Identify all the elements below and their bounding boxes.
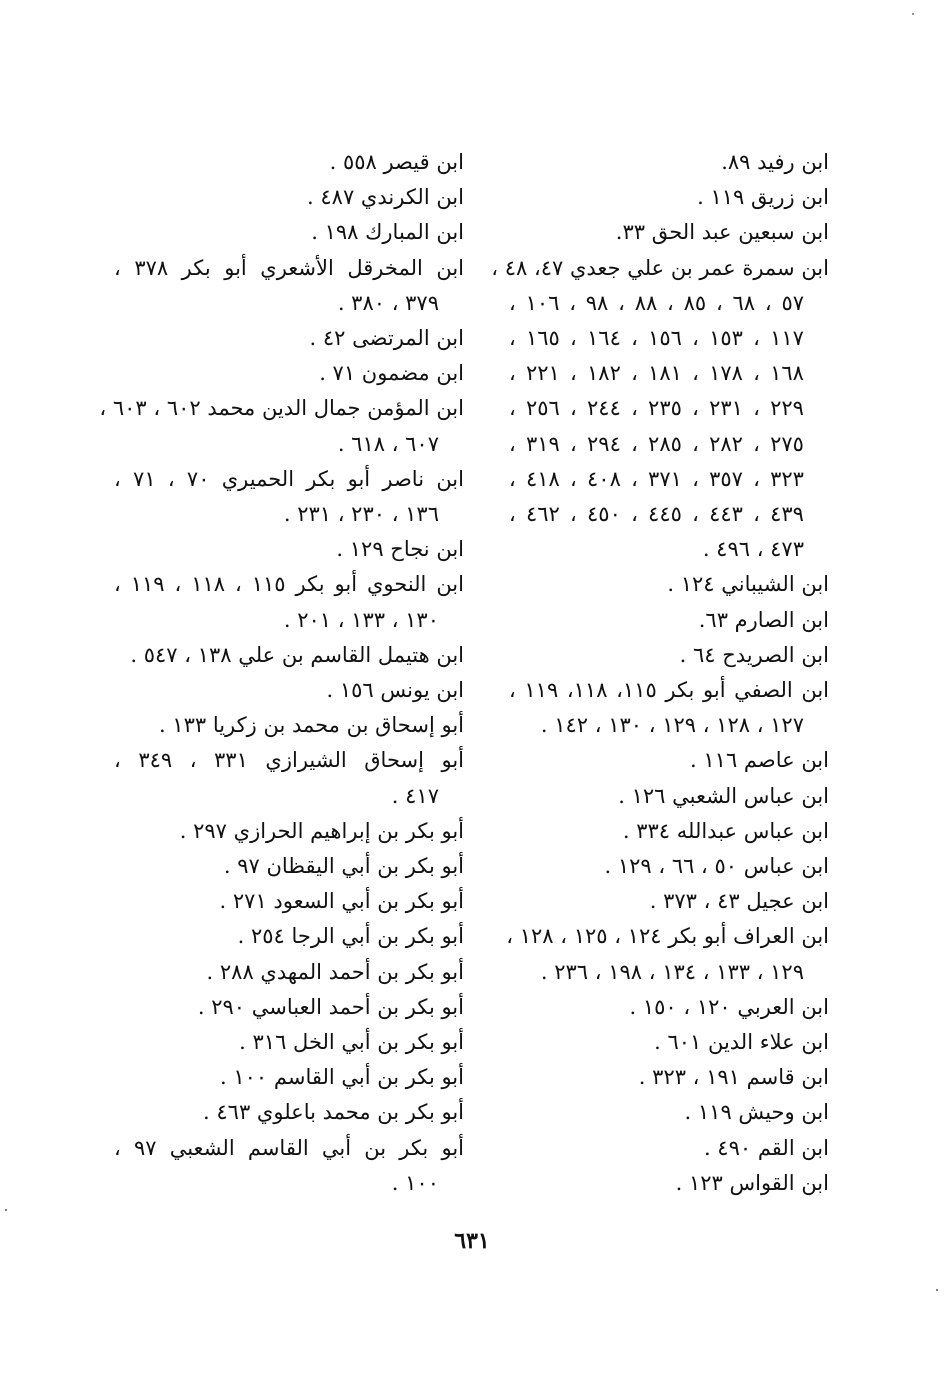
index-entry: ابن القم ٤٩٠ . (703, 1135, 829, 1160)
index-entry: ابن مضمون ٧١ . (319, 361, 464, 386)
index-entry: ابن هتيمل القاسم بن علي ١٣٨ ، ٥٤٧ . (130, 642, 464, 667)
index-entry: أبو بكر بن أحمد العباسي ٢٩٠ . (197, 994, 464, 1019)
page-number: ٦٣١ (454, 1228, 490, 1254)
index-entry: ابن علاء الدين ٦٠١ . (654, 1030, 829, 1055)
index-entry: ابن عباس ٥٠ ، ٦٦ ، ١٢٩ . (604, 854, 829, 879)
index-entry: ابن المرتضى ٤٢ . (309, 326, 464, 351)
index-entry: ابن ناصر أبو بكر الحميري ٧٠ ، ٧١ ، (114, 466, 464, 491)
index-entry: أبو بكر بن محمد باعلوي ٤٦٣ . (203, 1100, 464, 1125)
index-entry-continuation: ٤٧٣ ، ٤٩٦ . (702, 537, 804, 562)
index-entry-continuation: ٢٧٥ ، ٢٨٢ ، ٢٨٥ ، ٢٩٤ ، ٣١٩ ، (509, 431, 804, 456)
index-entry: ابن رفيد ٨٩. (721, 150, 829, 174)
index-entry-continuation: ١٠٠ . (391, 1170, 439, 1195)
index-entry: ابن عاصم ١١٦ . (690, 748, 829, 773)
index-entry: أبو بكر بن أحمد المهدي ٢٨٨ . (206, 959, 464, 984)
index-entry-continuation: ٦٠٧ ، ٦١٨ . (337, 431, 439, 456)
index-entry-continuation: ٣٢٣ ، ٣٥٧ ، ٣٧١ ، ٤٠٨ ، ٤١٨ ، (509, 466, 804, 491)
index-entry-continuation: ٤١٧ . (391, 783, 439, 808)
scan-speck (936, 1289, 938, 1291)
index-entry: ابن سمرة عمر بن علي جعدي ٤٧، ٤٨ ، (491, 255, 829, 280)
index-entry: ابن القواس ١٢٣ . (675, 1170, 829, 1195)
index-entry: أبو بكر بن أبي السعود ٢٧١ . (219, 889, 464, 914)
index-entry: أبو بكر بن أبي الرجا ٢٥٤ . (237, 924, 464, 949)
index-entry: ابن عجيل ٤٣ ، ٣٧٣ . (649, 889, 829, 914)
index-entry: ابن المخرقل الأشعري أبو بكر ٣٧٨ ، (114, 255, 465, 280)
index-entry-continuation: ٢٢٩ ، ٢٣١ ، ٢٣٥ ، ٢٤٤ ، ٢٥٦ ، (509, 396, 804, 421)
index-entry: ابن المبارك ١٩٨ . (311, 220, 464, 245)
index-entry: ابن العربي ١٢٠ ، ١٥٠ . (629, 994, 829, 1019)
index-entry: أبو إسحاق الشيرازي ٣٣١ ، ٣٤٩ ، (114, 748, 464, 773)
index-entry: ابن عباس الشعبي ١٢٦ . (618, 783, 829, 808)
index-entry: ابن زريق ١١٩ . (697, 185, 829, 210)
index-entry: ابن الصريدح ٦٤ . (679, 642, 829, 667)
index-entry: ابن قاسم ١٩١ ، ٣٢٣ . (638, 1065, 829, 1090)
index-entry: ابن عباس عبدالله ٣٣٤ . (622, 818, 829, 843)
scan-speck (5, 1209, 7, 1211)
index-entry: أبو إسحاق بن محمد بن زكريا ١٣٣ . (158, 713, 464, 738)
index-entry-continuation: ٣٧٩ ، ٣٨٠ . (337, 290, 439, 315)
index-entry: ابن سبعين عبد الحق ٣٣. (615, 220, 829, 245)
index-entry: ابن الشيباني ١٢٤ . (667, 572, 829, 597)
index-entry: ابن الصفي أبو بكر ١١٥، ١١٨، ١١٩ ، (509, 678, 830, 703)
index-entry-continuation: ٤٣٩ ، ٤٤٣ ، ٤٤٥ ، ٤٥٠ ، ٤٦٢ ، (509, 502, 804, 527)
index-entry-continuation: ١٦٨ ، ١٧٨ ، ١٨١ ، ١٨٢ ، ٢٢١ ، (509, 361, 804, 386)
index-entry-continuation: ١٢٩ ، ١٣٣ ، ١٣٤ ، ١٩٨ ، ٢٣٦ . (540, 959, 804, 984)
index-entry: ابن العراف أبو بكر ١٢٤ ، ١٢٥ ، ١٢٨ ، (506, 924, 829, 949)
index-entry: ابن النحوي أبو بكر ١١٥ ، ١١٨ ، ١١٩ ، (114, 572, 464, 597)
index-entry: ابن الصارم ٦٣. (698, 607, 829, 632)
index-entry-continuation: ١١٧ ، ١٥٣ ، ١٥٦ ، ١٦٤ ، ١٦٥ ، (509, 326, 804, 351)
index-entry: أبو بكر بن أبي اليقظان ٩٧ . (223, 854, 464, 879)
index-entry: ابن الكرندي ٤٨٧ . (307, 185, 464, 210)
index-entry-continuation: ٥٧ ، ٦٨ ، ٨٥ ، ٨٨ ، ٩٨ ، ١٠٦ ، (509, 290, 805, 315)
index-entry: ابن قيصر ٥٥٨ . (329, 150, 464, 174)
index-entry: أبو بكر بن أبي القاسم ١٠٠ . (220, 1065, 464, 1090)
index-entry: أبو بكر بن أبي الخل ٣١٦ . (239, 1030, 464, 1055)
scan-speck (912, 13, 914, 15)
index-entry: ابن وحيش ١١٩ . (684, 1100, 829, 1125)
index-entry: أبو بكر بن إبراهيم الحرازي ٢٩٧ . (179, 818, 464, 843)
index-entry: أبو بكر بن أبي القاسم الشعبي ٩٧ ، (114, 1135, 464, 1160)
index-entry-continuation: ١٢٧ ، ١٢٨ ، ١٢٩ ، ١٣٠ ، ١٤٢ . (540, 713, 804, 738)
index-entry: ابن نجاح ١٢٩ . (336, 537, 464, 562)
index-entry-continuation: ١٣٠ ، ١٣٣ ، ٢٠١ . (283, 607, 439, 632)
index-entry: ابن يونس ١٥٦ . (326, 678, 464, 703)
index-entry-continuation: ١٣٦ ، ٢٣٠ ، ٢٣١ . (283, 502, 439, 527)
index-entry: ابن المؤمن جمال الدين محمد ٦٠٢ ، ٦٠٣ ، (99, 396, 464, 421)
